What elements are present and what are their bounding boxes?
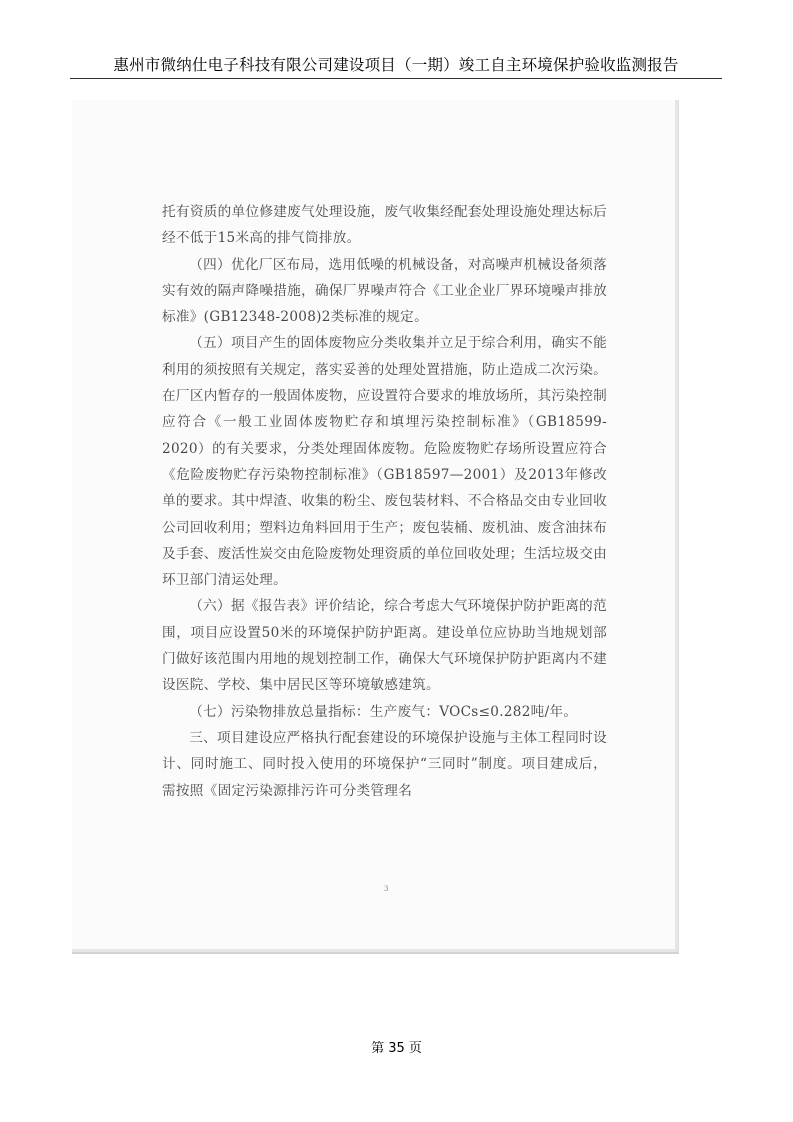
scanned-document-image (72, 100, 679, 954)
report-title: 惠州市微纳仕电子科技有限公司建设项目（一期）竣工自主环境保护验收监测报告 (113, 56, 679, 74)
paragraph-1: 托有资质的单位修建废气处理设施，废气收集经配套处理设施处理达标后经不低于15米高的排气筒排放。 (162, 204, 607, 247)
paragraph-4: （六）据《报告表》评价结论，综合考虑大气环境保护防护距离的范围，项目应设置50米的环境保护防护距离。建设单位应协助当地规划部门做好该范围内用地的规划控制工作，确保大气环境保护防护距离内不建设医院、学校、集中居民区等环境敏感建筑。 (162, 598, 607, 694)
paragraph-6: 三、项目建设应严格执行配套建设的环境保护设施与主体工程同时设计、同时施工、同时投入使用的环境保护“三同时”制度。项目建成后，需按照《固定污染源排污许可分类管理名 (162, 729, 607, 799)
paragraph-3: （五）项目产生的固体废物应分类收集并立足于综合利用，确实不能利用的须按照有关规定，落实妥善的处理处置措施，防止造成二次污染。在厂区内暂存的一般固体废物，应设置符合要求的堆放场所，其污染控制应符合《一般工业固体废物贮存和填埋污染控制标准》（GB18599-2020）的有关要求，分类处理固体废物。危险废物贮存场所设置应符合《危险废物贮存污染物控制标准》（GB18597—2001）及2013年修改单的要求。其中焊渣、收集的粉尘、废包装材料、不合格品交由专业回收公司回收利用；塑料边角料回用于生产；废包装桶、废机油、废含油抹布及手套、废活性炭交由危险废物处理资质的单位回收处理；生活垃圾交由环卫部门清运处理。 (162, 335, 607, 589)
scan-page-number: 3 (384, 885, 389, 893)
page-number: 第 35 页 (371, 1041, 422, 1056)
paragraph-5: （七）污染物排放总量指标：生产废气：VOCs≤0.282吨/年。 (189, 703, 578, 720)
page-header (70, 52, 722, 79)
scanned-text-body (162, 199, 607, 804)
page-footer (0, 1040, 793, 1058)
paragraph-2: （四）优化厂区布局，选用低噪的机械设备，对高噪声机械设备须落实有效的隔声降噪措施，确保厂界噪声符合《工业企业厂界环境噪声排放标准》(GB12348-2008)2类标准的规定。 (162, 256, 607, 326)
